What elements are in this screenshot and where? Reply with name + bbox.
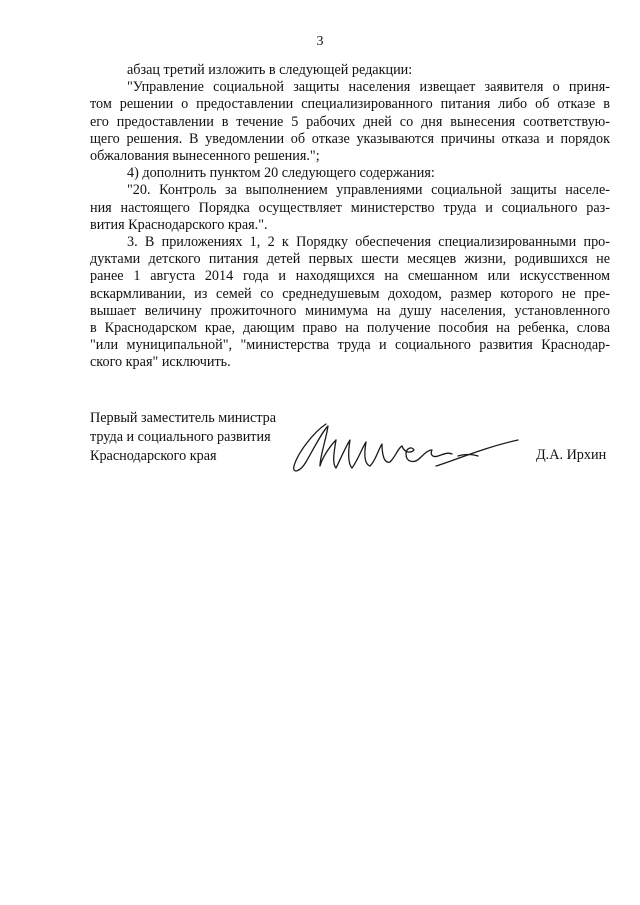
paragraph-line: 4) дополнить пунктом 20 следующего содержания:: [127, 165, 435, 182]
position-line: труда и социального развития: [90, 429, 271, 445]
paragraph-line: "20. Контроль за выполнением управлениями социальной защиты населе-: [127, 182, 610, 199]
paragraph-line: 3. В приложениях 1, 2 к Порядку обеспечения специализированными про-: [127, 234, 610, 251]
paragraph-line: в Краснодарском крае, дающим право на получение пособия на ребенка, слова: [90, 320, 610, 337]
paragraph-line: ния настоящего Порядка осуществляет министерство труда и социального раз-: [90, 199, 610, 216]
paragraph-line: щего решения. В уведомлении об отказе указываются причины отказа и порядок: [90, 130, 610, 147]
signer-name: Д.А. Ирхин: [536, 447, 607, 463]
paragraph-line: "или муниципальной", "министерства труда и социального развития Краснодар-: [90, 337, 610, 354]
paragraph-line: ранее 1 августа 2014 года и находящихся на смешанном или искусственном: [90, 268, 610, 285]
paragraph-line: абзац третий изложить в следующей редакции:: [127, 62, 413, 78]
paragraph-line: том решении о предоставлении специализированного питания либо об отказе в: [90, 96, 610, 113]
paragraph-line: "Управление социальной защиты населения извещает заявителя о приня-: [127, 79, 610, 96]
paragraph-line: его предоставлении в течение 5 рабочих дней со дня вынесения соответствую-: [90, 113, 610, 130]
paragraph-line: вышает величину прожиточного минимума на душу населения, установленного: [90, 302, 610, 319]
page-number: 3: [316, 34, 324, 49]
paragraph-line: обжалования вынесенного решения.";: [90, 148, 320, 165]
signatory-position: [90, 409, 276, 466]
document-body: [90, 62, 610, 372]
paragraph-line: дуктами детского питания детей первых шести месяцев жизни, родившихся не: [90, 251, 610, 268]
paragraph-line: вития Краснодарского края.".: [90, 216, 268, 233]
paragraph-line: вскармливании, из семей со среднедушевым доходом, размер которого не пре-: [90, 285, 610, 302]
position-line: Краснодарского края: [90, 448, 217, 464]
handwritten-signature: [286, 410, 522, 482]
paragraph-line: ского края" исключить.: [90, 354, 231, 371]
position-line: Первый заместитель министра: [90, 410, 277, 426]
